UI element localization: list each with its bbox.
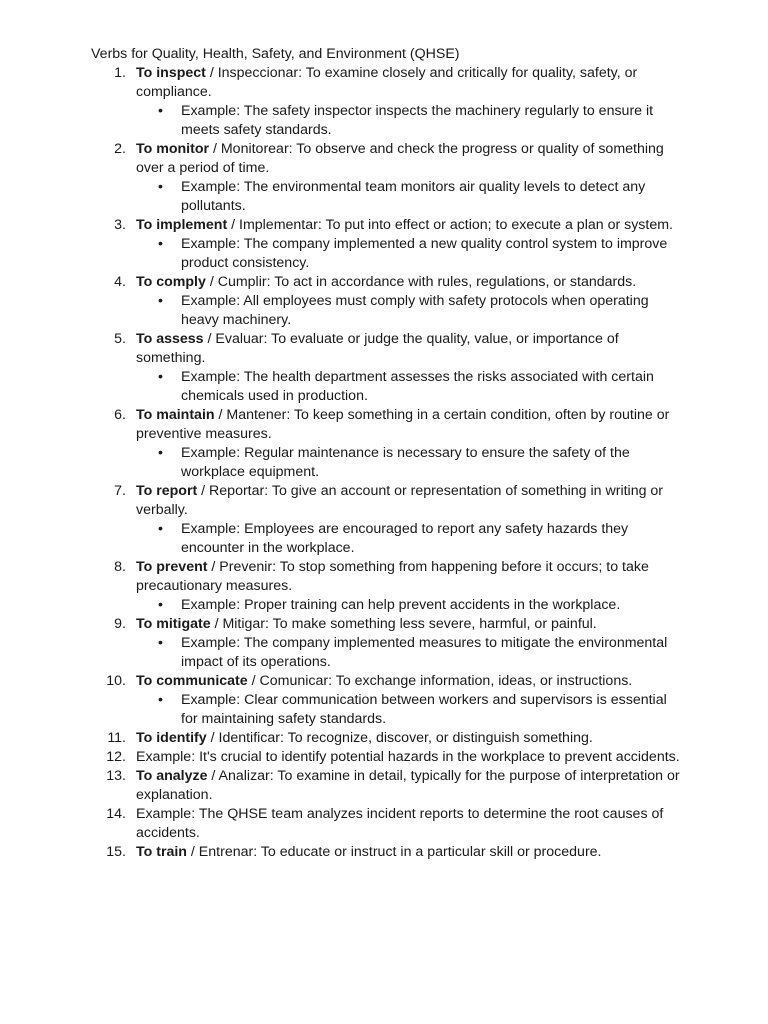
example-item [136,102,681,140]
example-text: Example: The safety inspector inspects the machinery regularly to ensure it meets safety standards. [181,103,654,138]
verb-item [91,330,681,406]
example-list [136,368,681,406]
example-text: Example: Employees are encouraged to report any safety hazards they encounter in the workplace. [181,521,629,556]
bullet-icon: • [158,179,163,195]
item-number: 3. [114,217,126,233]
item-number: 11. [107,730,126,746]
example-item [136,634,681,672]
example-list [136,691,681,729]
verb-definition: / Inspeccionar: To examine closely and critically for quality, safety, or compliance. [136,65,638,100]
item-text [136,483,663,518]
item-number: 4. [114,274,126,290]
item-text [136,141,664,176]
item-text [136,274,636,290]
example-item [136,292,681,330]
bullet-icon: • [158,293,163,309]
verb-term: To comply [136,274,206,290]
item-number: 14. [106,806,126,822]
verb-item [91,805,681,843]
example-item [136,444,681,482]
item-number: 9. [114,616,126,632]
verb-definition: Example: The QHSE team analyzes incident reports to determine the root causes of accidents. [136,806,664,841]
example-text: Example: Proper training can help prevent accidents in the workplace. [181,597,621,613]
verb-term: To maintain [136,407,215,423]
verb-term: To inspect [136,65,206,81]
verb-item [91,216,681,273]
verb-definition: / Analizar: To examine in detail, typically for the purpose of interpretation or explanation. [136,768,680,803]
example-list [136,596,681,615]
example-list [136,178,681,216]
item-number: 10. [106,673,126,689]
example-text: Example: Regular maintenance is necessary to ensure the safety of the workplace equipment. [181,445,630,480]
verb-term: To mitigate [136,616,211,632]
verb-item [91,767,681,805]
example-item [136,368,681,406]
example-item [136,178,681,216]
item-text [136,616,597,632]
example-list [136,634,681,672]
item-text [136,217,673,233]
example-list [136,444,681,482]
example-text: Example: All employees must comply with safety protocols when operating heavy machinery. [181,293,649,328]
example-item [136,520,681,558]
verb-definition: / Implementar: To put into effect or action; to execute a plan or system. [227,217,673,233]
verb-definition: / Prevenir: To stop something from happening before it occurs; to take precautionary measures. [136,559,649,594]
example-text: Example: The company implemented a new quality control system to improve product consistency. [181,236,668,271]
verb-definition: / Cumplir: To act in accordance with rules, regulations, or standards. [205,274,637,290]
item-number: 2. [114,141,126,157]
verb-term: To analyze [136,768,208,784]
item-text [136,673,632,689]
verb-item [91,406,681,482]
verb-term: To report [136,483,198,499]
bullet-icon: • [158,692,163,708]
verb-item [91,672,681,729]
bullet-icon: • [158,445,163,461]
item-text [136,768,680,803]
verb-item [91,729,681,748]
verb-term: To implement [136,217,228,233]
verb-term: To assess [136,331,204,347]
example-list [136,102,681,140]
verb-definition: / Monitorear: To observe and check the progress or quality of something over a period of time. [136,141,664,176]
item-text [136,806,663,841]
item-number: 13. [106,768,126,784]
verb-definition: / Evaluar: To evaluate or judge the quality, value, or importance of something. [136,331,619,366]
example-text: Example: Clear communication between workers and supervisors is essential for maintaining safety standards. [181,692,667,727]
example-text: Example: The health department assesses the risks associated with certain chemicals used in production. [181,369,654,404]
document-title: Verbs for Quality, Health, Safety, and Environment (QHSE) [91,46,460,62]
item-number: 8. [114,559,126,575]
verb-item [91,558,681,615]
verb-item [91,482,681,558]
verb-term: To prevent [136,559,208,575]
example-list [136,235,681,273]
verb-item [91,748,681,767]
item-number: 6. [114,407,126,423]
example-text: Example: The environmental team monitors air quality levels to detect any pollutants. [181,179,646,214]
verb-definition: / Entrenar: To educate or instruct in a particular skill or procedure. [186,844,602,860]
bullet-icon: • [158,521,163,537]
item-number: 12. [106,749,126,765]
verb-item [91,140,681,216]
item-text [136,407,669,442]
example-item [136,691,681,729]
verb-item [91,64,681,140]
document-page [91,45,681,862]
bullet-icon: • [158,103,163,119]
verb-list [91,64,681,862]
item-text [136,844,602,860]
verb-item [91,615,681,672]
verb-item [91,273,681,330]
example-item [136,596,681,615]
item-number: 15. [106,844,126,860]
verb-definition: / Comunicar: To exchange information, ideas, or instructions. [247,673,633,689]
bullet-icon: • [158,597,163,613]
verb-definition: Example: It's crucial to identify potential hazards in the workplace to prevent accidents. [136,749,680,765]
verb-definition: / Mantener: To keep something in a certain condition, often by routine or preventive measures. [136,407,670,442]
verb-term: To monitor [136,141,210,157]
item-text [136,65,637,100]
example-list [136,292,681,330]
verb-term: To communicate [136,673,248,689]
example-list [136,520,681,558]
verb-item [91,843,681,862]
item-number: 5. [114,331,126,347]
item-text [136,559,649,594]
item-number: 7. [114,483,126,499]
example-item [136,235,681,273]
item-text [136,730,593,746]
bullet-icon: • [158,635,163,651]
verb-definition: / Identificar: To recognize, discover, or distinguish something. [206,730,593,746]
verb-definition: / Reportar: To give an account or representation of something in writing or verbally. [136,483,664,518]
bullet-icon: • [158,236,163,252]
example-text: Example: The company implemented measures to mitigate the environmental impact of its operations. [181,635,668,670]
item-text [136,331,619,366]
verb-definition: / Mitigar: To make something less severe, harmful, or painful. [210,616,597,632]
item-number: 1. [114,65,126,81]
verb-term: To identify [136,730,207,746]
bullet-icon: • [158,369,163,385]
verb-term: To train [136,844,187,860]
item-text [136,749,680,765]
